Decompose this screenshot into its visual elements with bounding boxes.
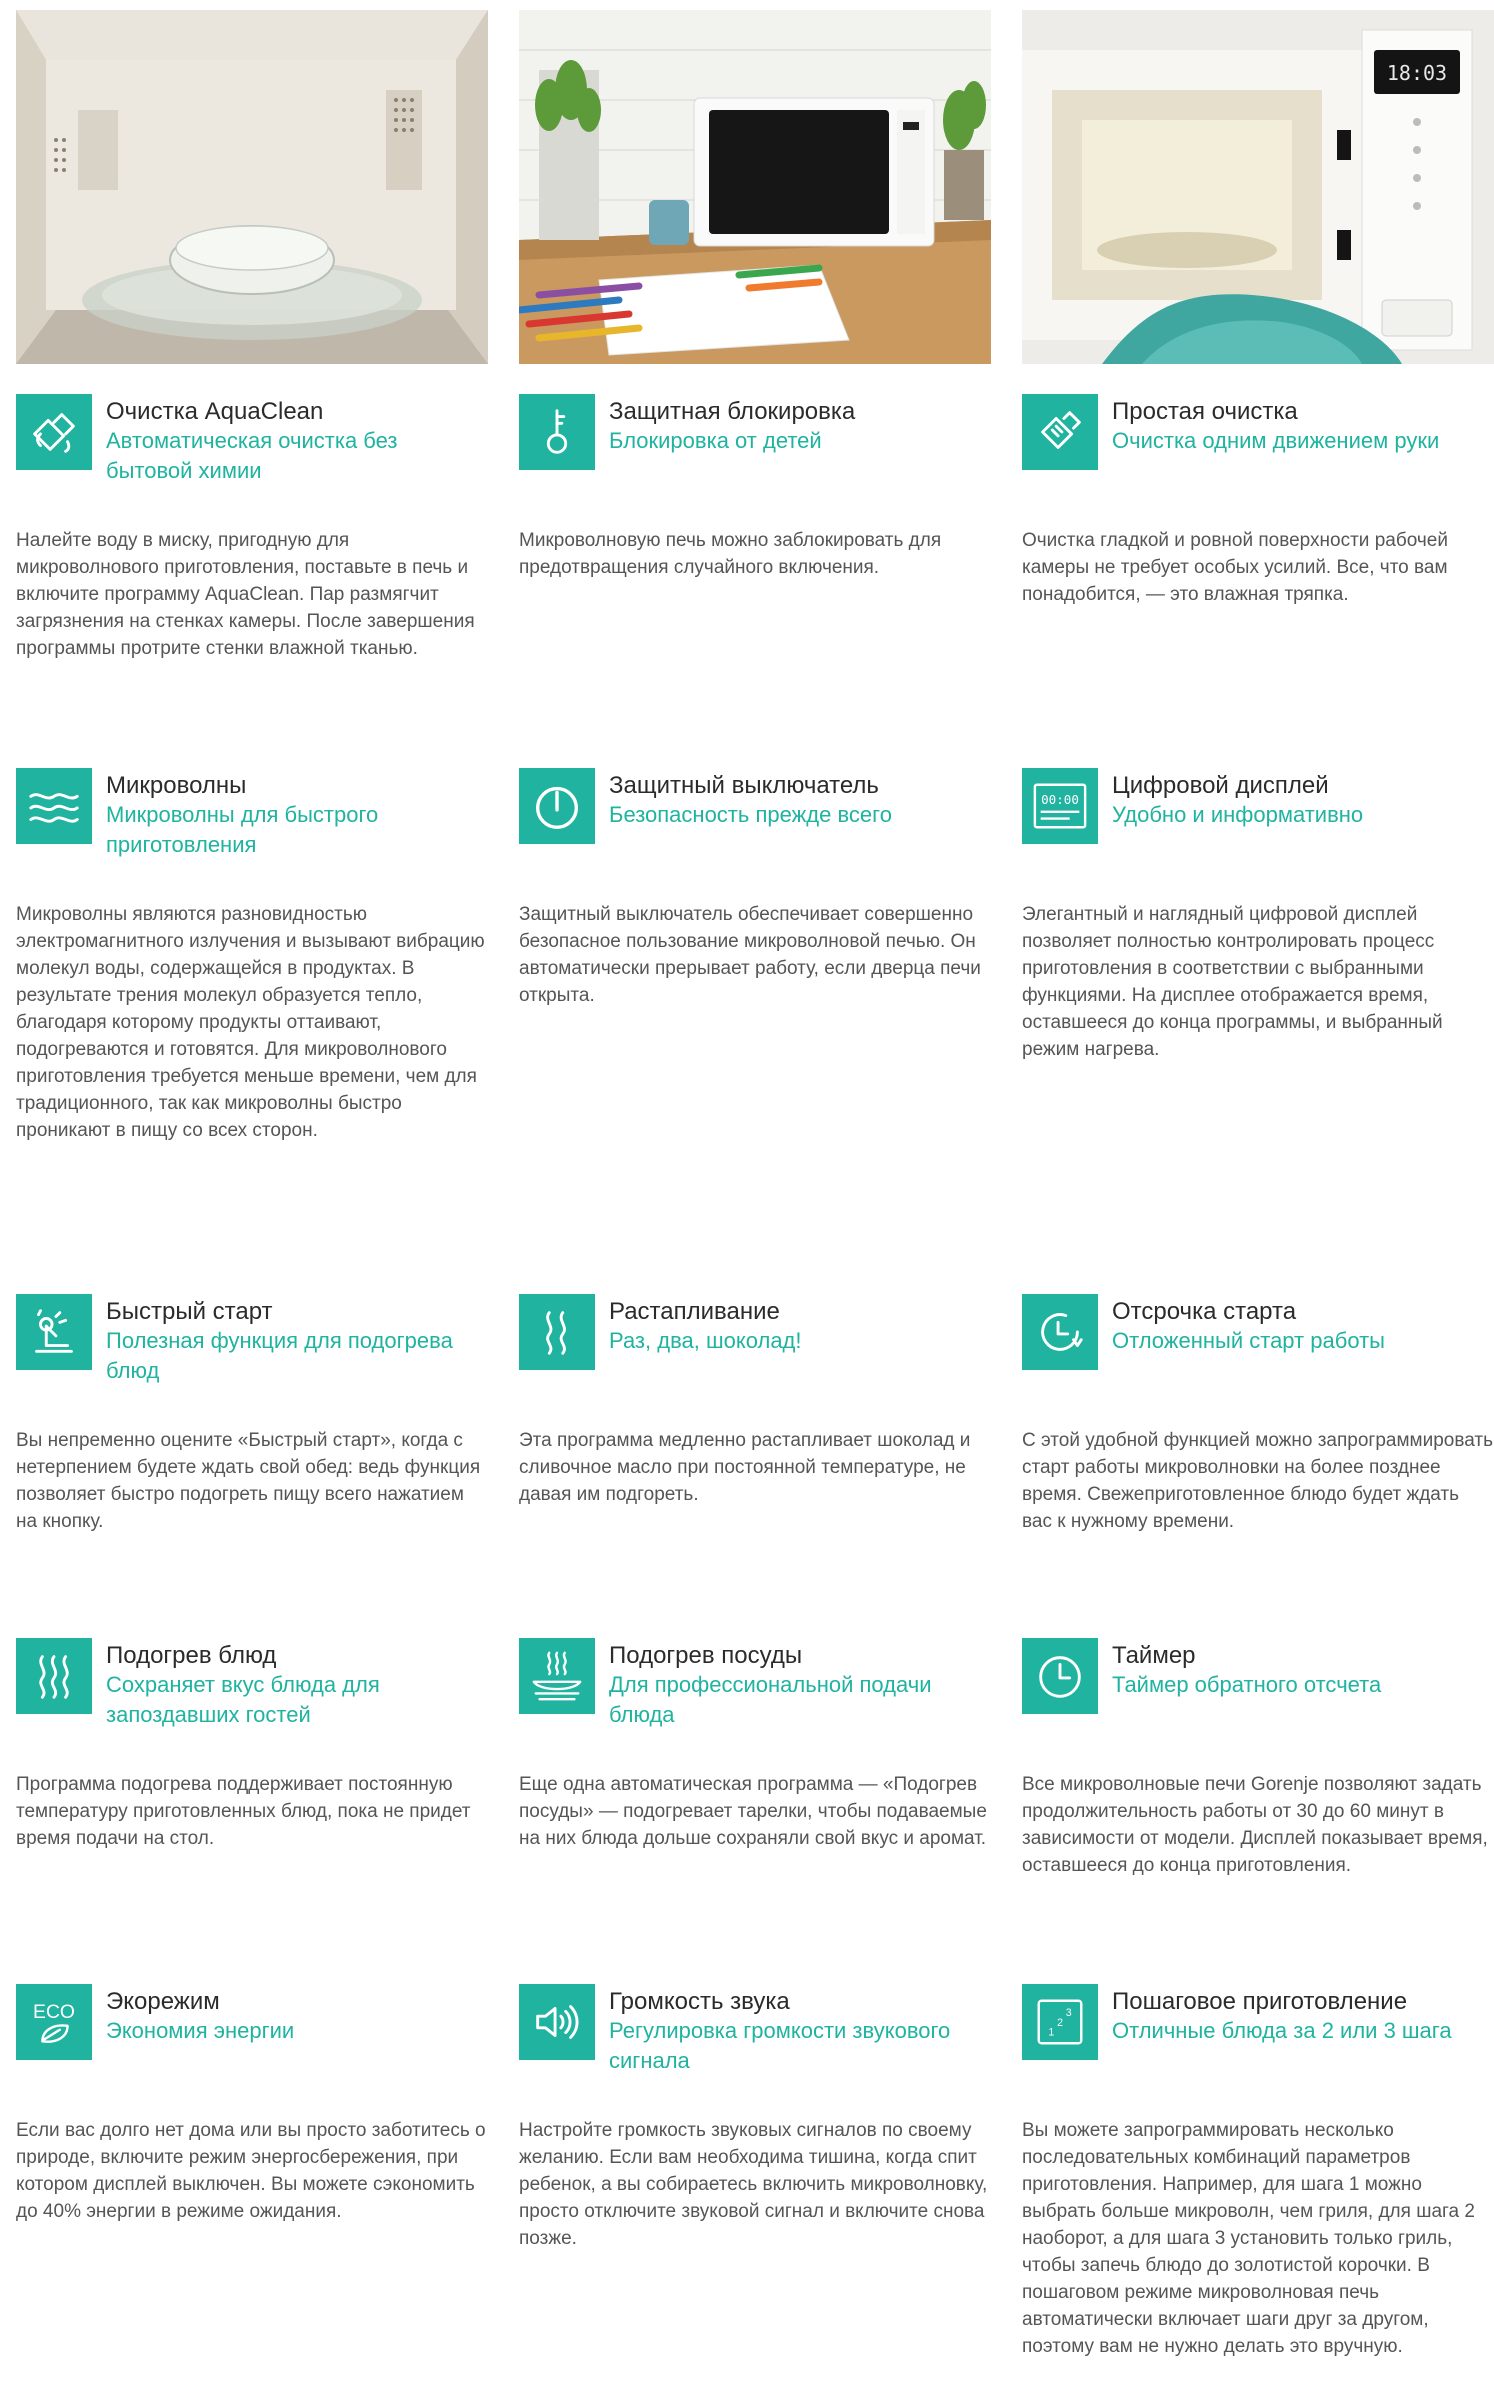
microwaves-icon — [16, 768, 92, 844]
feature-subtitle: Сохраняет вкус блюда для запоздавших гостей — [106, 1672, 380, 1727]
feature-title: Защитная блокировка — [609, 398, 856, 425]
feature-subtitle: Отложенный старт работы — [1112, 1328, 1385, 1353]
feature-description: Налейте воду в миску, пригодную для микроволнового приготовления, поставьте в печь и включите программу AquaClean. Пар размягчит загрязнения на стенках камеры. После завершения программы протрите стенки влажной тканью. — [16, 530, 475, 659]
feature-child-lock — [519, 394, 991, 578]
keep-warm-icon — [16, 1638, 92, 1714]
feature-subtitle: Раз, два, шоколад! — [609, 1328, 802, 1353]
feature-title: Отсрочка старта — [1112, 1298, 1297, 1325]
feature-description: С этой удобной функцией можно запрограммировать старт работы микроволновки на более позднее время. Свежеприготовленное блюдо будет ждать вас к нужному времени. — [1022, 1430, 1493, 1532]
digital-display-icon — [1022, 768, 1098, 844]
volume-icon — [519, 1984, 595, 2060]
feature-subtitle: Полезная функция для подогрева блюд — [106, 1328, 453, 1383]
feature-melting — [519, 1294, 991, 1505]
feature-digital-display — [1022, 768, 1494, 1060]
quick-start-icon — [16, 1294, 92, 1370]
feature-subtitle: Безопасность прежде всего — [609, 802, 892, 827]
feature-description: Элегантный и наглядный цифровой дисплей позволяет полностью контролировать процесс приготовления в соответствии с выбранными функциями. На дисплее отображается время, оставшееся до конца программы, и выбранный режим нагрева. — [1022, 904, 1443, 1060]
feature-delayed-start — [1022, 1294, 1494, 1532]
feature-title: Таймер — [1112, 1642, 1196, 1669]
feature-keep-warm — [16, 1638, 488, 1849]
feature-title: Растапливание — [609, 1298, 780, 1325]
feature-description: Вы можете запрограммировать несколько последовательных комбинаций параметров приготовления. Например, для шага 1 можно выбрать больше микроволн, чем гриля, для шага 2 наоборот, а для шага 3 установить только гриль, чтобы запечь блюдо до золотистой корочки. В пошаговом режиме микроволновая печь автоматически включает шаги друг за другом, поэтому вам не нужно делать это вручную. — [1022, 2120, 1475, 2357]
eco-label: ECO — [33, 2002, 75, 2024]
microwave-kitchen-photo — [519, 10, 991, 364]
feature-description: Микроволны являются разновидностью электромагнитного излучения и вызывают вибрацию молекул воды, содержащейся в продуктах. В результате трения молекул образуется тепло, благодаря которому продукты оттаивают, подогреваются и готовятся. Для микроволнового приготовления требуется меньше времени, чем для традиционного, так как микроволны быстро проникают в пищу со всех сторон. — [16, 904, 485, 1141]
eco-mode-icon — [16, 1984, 92, 2060]
feature-subtitle: Очистка одним движением руки — [1112, 428, 1440, 453]
microwave-interior-photo — [16, 10, 488, 364]
melting-icon — [519, 1294, 595, 1370]
plate-warming-icon — [519, 1638, 595, 1714]
feature-description: Защитный выключатель обеспечивает совершенно безопасное пользование микроволновой печью. Он автоматически прерывает работу, если дверца печи открыта. — [519, 904, 981, 1006]
feature-title: Микроволны — [106, 772, 247, 799]
feature-description: Эта программа медленно растапливает шоколад и сливочное масло при постоянной температуре, не давая им подгореть. — [519, 1430, 971, 1505]
feature-description: Настройте громкость звуковых сигналов по своему желанию. Если вам необходима тишина, когда спит ребенок, а вы собираетесь включить микроволновку, просто отключите звуковой сигнал и включите снова позже. — [519, 2120, 988, 2249]
svg-text:1: 1 — [1048, 2026, 1055, 2039]
feature-plate-warming — [519, 1638, 991, 1849]
feature-microwaves — [16, 768, 488, 1141]
feature-title: Подогрев посуды — [609, 1642, 803, 1669]
feature-title: Подогрев блюд — [106, 1642, 277, 1669]
feature-title: Очистка AquaClean — [106, 398, 324, 425]
power-switch-icon — [519, 768, 595, 844]
feature-subtitle: Автоматическая очистка без бытовой химии — [106, 428, 398, 483]
feature-title: Громкость звука — [609, 1988, 790, 2015]
feature-description: Еще одна автоматическая программа — «Подогрев посуды» — подогревает тарелки, чтобы подаваемые на них блюда дольше сохраняли свой вкус и аромат. — [519, 1774, 987, 1849]
step-cooking-icon — [1022, 1984, 1098, 2060]
easy-clean-icon — [1022, 394, 1098, 470]
timer-icon — [1022, 1638, 1098, 1714]
display-digits: 00:00 — [1041, 792, 1079, 808]
feature-eco-mode — [16, 1984, 488, 2222]
feature-subtitle: Микроволны для быстрого приготовления — [106, 802, 379, 857]
feature-title: Простая очистка — [1112, 398, 1298, 425]
microwave-cleaning-photo — [1022, 10, 1494, 364]
feature-quick-start — [16, 1294, 488, 1532]
feature-subtitle: Регулировка громкости звукового сигнала — [609, 2018, 951, 2073]
feature-title: Быстрый старт — [106, 1298, 273, 1325]
feature-subtitle: Для профессиональной подачи блюда — [609, 1672, 932, 1727]
feature-description: Все микроволновые печи Gorenje позволяют задать продолжительность работы от 30 до 60 минут в зависимости от модели. Дисплей показывает время, оставшееся до конца приготовления. — [1022, 1774, 1488, 1876]
feature-volume — [519, 1984, 991, 2249]
feature-title: Цифровой дисплей — [1112, 772, 1329, 799]
feature-subtitle: Таймер обратного отсчета — [1112, 1672, 1382, 1697]
feature-title: Экорежим — [106, 1988, 220, 2015]
feature-subtitle: Отличные блюда за 2 или 3 шага — [1112, 2018, 1452, 2043]
feature-power-switch — [519, 768, 991, 1006]
aquaclean-icon — [16, 394, 92, 470]
svg-text:3: 3 — [1065, 2007, 1072, 2020]
feature-step-cooking — [1022, 1984, 1494, 2357]
feature-description: Микроволновую печь можно заблокировать для предотвращения случайного включения. — [519, 530, 942, 578]
child-lock-icon — [519, 394, 595, 470]
feature-timer — [1022, 1638, 1494, 1876]
feature-description: Очистка гладкой и ровной поверхности рабочей камеры не требует особых усилий. Все, что вам понадобится, — это влажная тряпка. — [1022, 530, 1448, 605]
feature-aquaclean — [16, 394, 488, 659]
feature-title: Защитный выключатель — [609, 772, 879, 799]
feature-subtitle: Блокировка от детей — [609, 428, 822, 453]
display-time: 18:03 — [1386, 61, 1448, 85]
feature-easy-clean — [1022, 394, 1494, 605]
feature-title: Пошаговое приготовление — [1112, 1988, 1408, 2015]
delayed-start-icon — [1022, 1294, 1098, 1370]
feature-description: Вы непременно оцените «Быстрый старт», когда с нетерпением будете ждать свой обед: ведь функция позволяет быстро подогреть пищу всего нажатием на кнопку. — [16, 1430, 481, 1532]
feature-subtitle: Экономия энергии — [106, 2018, 295, 2043]
svg-text:2: 2 — [1057, 2016, 1064, 2029]
feature-subtitle: Удобно и информативно — [1112, 802, 1364, 827]
feature-description: Программа подогрева поддерживает постоянную температуру приготовленных блюд, пока не придет время подачи на стол. — [16, 1774, 471, 1849]
feature-description: Если вас долго нет дома или вы просто заботитесь о природе, включите режим энергосбережения, при котором дисплей выключен. Вы можете сэкономить до 40% энергии в режиме ожидания. — [16, 2120, 486, 2222]
